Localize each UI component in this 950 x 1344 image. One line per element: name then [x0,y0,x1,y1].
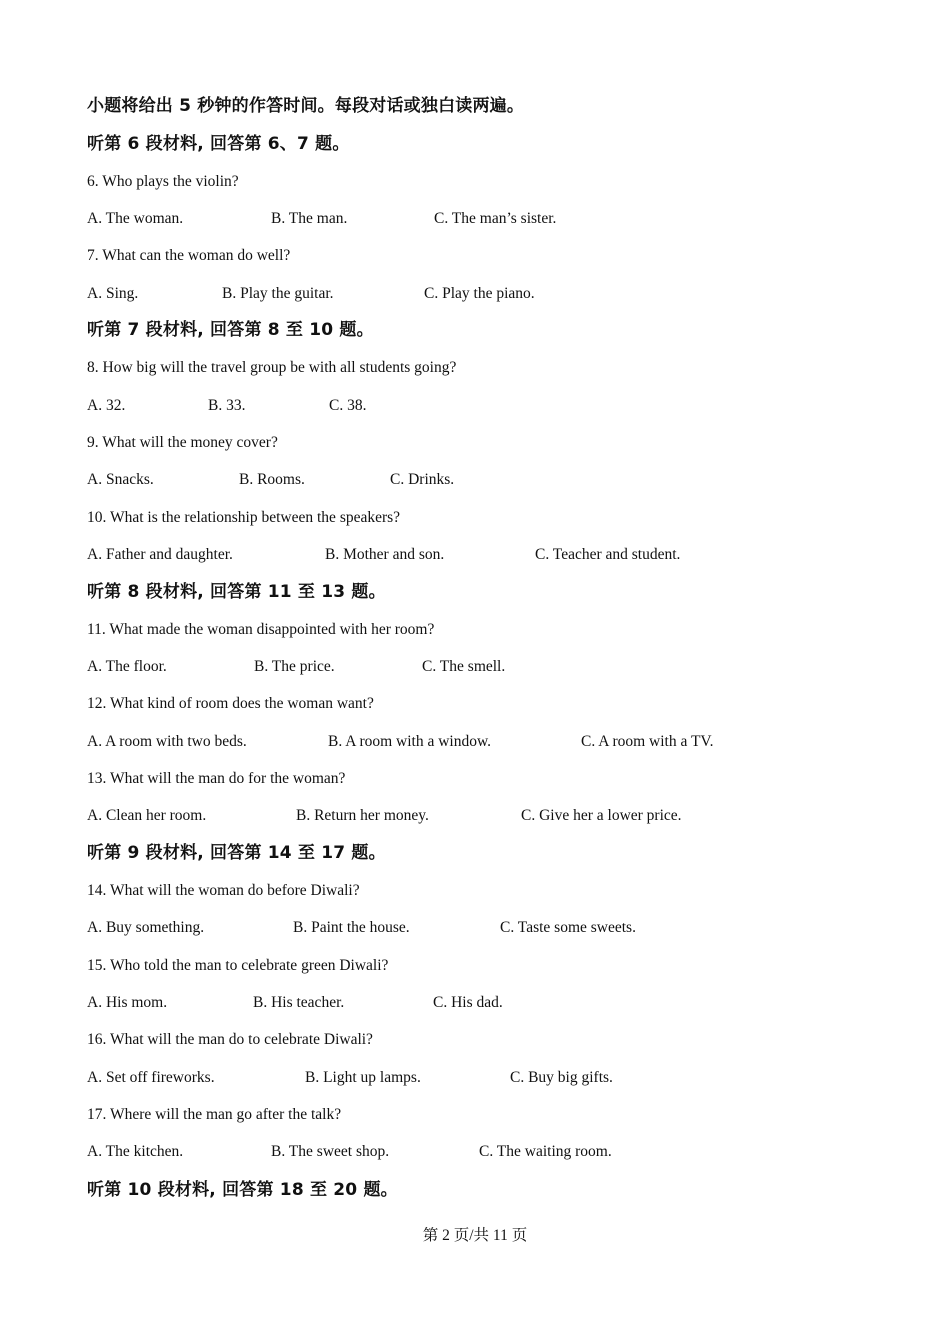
q8-option-b: B. 33. [208,397,246,414]
q14-option-c: C. Taste some sweets. [500,919,636,936]
q12-option-c: C. A room with a TV. [581,733,714,750]
section-heading-7: 听第 7 段材料, 回答第 8 至 10 题。 [87,320,374,340]
question-12: 12. What kind of room does the woman want? [87,695,374,712]
q10-option-a: A. Father and daughter. [87,546,233,563]
q14-option-a: A. Buy something. [87,919,205,936]
question-14: 14. What will the woman do before Diwali? [87,882,360,899]
q6-option-a: A. The woman. [87,210,184,227]
section-heading-8: 听第 8 段材料, 回答第 11 至 13 题。 [87,582,386,602]
q6-option-c: C. The man’s sister. [434,210,557,227]
question-9: 9. What will the money cover? [87,434,278,451]
q13-option-c: C. Give her a lower price. [521,807,682,824]
q8-option-c: C. 38. [329,397,367,414]
q15-option-b: B. His teacher. [253,994,345,1011]
question-8: 8. How big will the travel group be with all students going? [87,359,457,376]
q15-option-a: A. His mom. [87,994,168,1011]
q11-option-c: C. The smell. [422,658,506,675]
q8-option-a: A. 32. [87,397,126,414]
q7-option-c: C. Play the piano. [424,285,535,302]
q16-option-b: B. Light up lamps. [305,1069,421,1086]
q13-option-b: B. Return her money. [296,807,429,824]
section-heading-6: 听第 6 段材料, 回答第 6、7 题。 [87,134,350,154]
question-7: 7. What can the woman do well? [87,247,291,264]
question-10: 10. What is the relationship between the speakers? [87,509,401,526]
q17-option-b: B. The sweet shop. [271,1143,390,1160]
q12-option-b: B. A room with a window. [328,733,492,750]
q9-option-b: B. Rooms. [239,471,305,488]
page-number: 第 2 页/共 11 页 [422,1227,528,1244]
q17-option-a: A. The kitchen. [87,1143,184,1160]
q10-option-b: B. Mother and son. [325,546,445,563]
q9-option-c: C. Drinks. [390,471,455,488]
intro-text: 小题将给出 5 秒钟的作答时间。每段对话或独白读两遍。 [87,96,525,116]
question-13: 13. What will the man do for the woman? [87,770,346,787]
q12-option-a: A. A room with two beds. [87,733,247,750]
q11-option-b: B. The price. [254,658,335,675]
q9-option-a: A. Snacks. [87,471,154,488]
section-heading-9: 听第 9 段材料, 回答第 14 至 17 题。 [87,843,386,863]
question-15: 15. Who told the man to celebrate green Diwali? [87,957,389,974]
q6-option-b: B. The man. [271,210,348,227]
q7-option-a: A. Sing. [87,285,139,302]
question-17: 17. Where will the man go after the talk? [87,1106,342,1123]
q13-option-a: A. Clean her room. [87,807,207,824]
q10-option-c: C. Teacher and student. [535,546,681,563]
q7-option-b: B. Play the guitar. [222,285,334,302]
q14-option-b: B. Paint the house. [293,919,410,936]
question-11: 11. What made the woman disappointed with her room? [87,621,435,638]
q16-option-a: A. Set off fireworks. [87,1069,215,1086]
section-heading-10: 听第 10 段材料, 回答第 18 至 20 题。 [87,1180,398,1200]
question-16: 16. What will the man do to celebrate Diwali? [87,1031,373,1048]
q17-option-c: C. The waiting room. [479,1143,612,1160]
q15-option-c: C. His dad. [433,994,503,1011]
question-6: 6. Who plays the violin? [87,173,239,190]
q16-option-c: C. Buy big gifts. [510,1069,613,1086]
q11-option-a: A. The floor. [87,658,167,675]
